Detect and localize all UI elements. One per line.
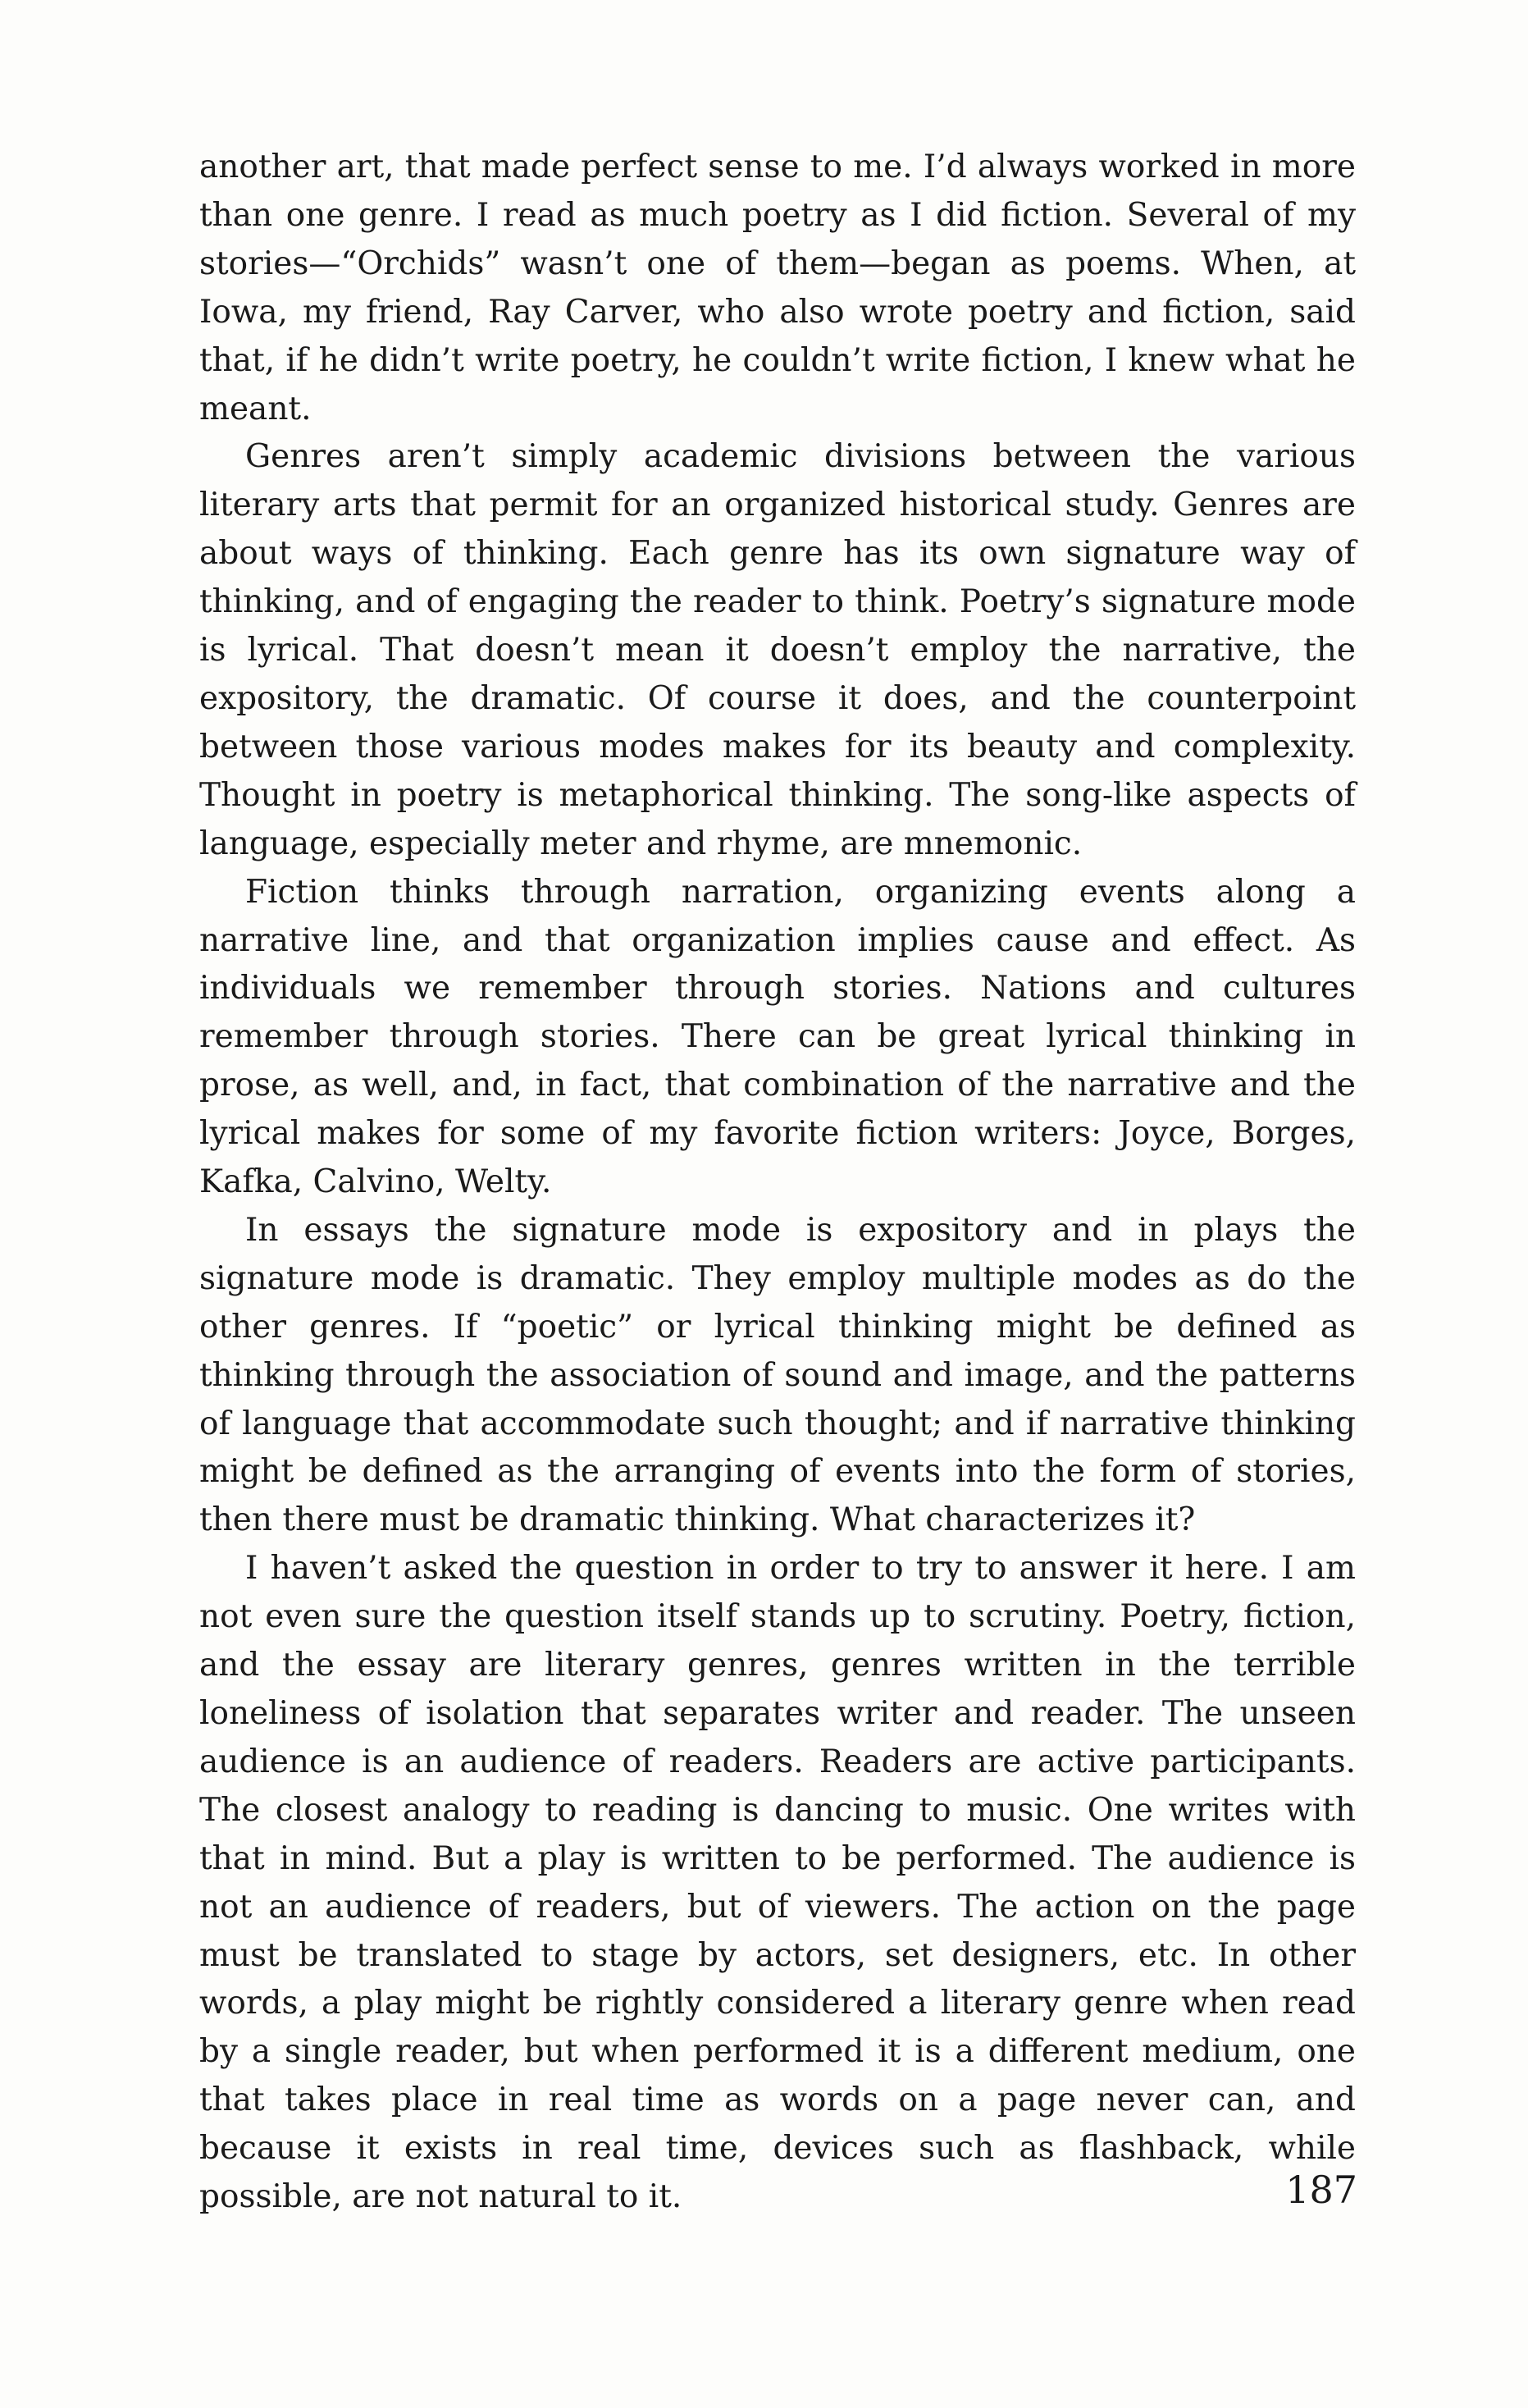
- paragraph-essays: In essays the signature mode is expository and in plays the signature mode is dramatic. They employ multiple modes as do the other genres. If “poetic” or lyrical thinking might be defined as thinking through the association of sound and image, and the patterns of language that accommodate such thought; and if narrative thinking might be defined as the arranging of events into the form of stories, then there must be dramatic thinking. What characterizes it?: [199, 1211, 1356, 1539]
- body-text: [199, 144, 1356, 2222]
- paragraph-continued: another art, that made perfect sense to me. I’d always worked in more than one genre. I read as much poetry as I did fiction. Several of my stories—“Orchids” wasn’t one of them—began as poems. When, at Iowa, my friend, Ray Carver, who also wrote poetry and fiction, said that, if he didn’t write poetry, he couldn’t write fiction, I knew what he meant.: [199, 149, 1356, 427]
- page-number: 187: [1285, 2168, 1357, 2212]
- paragraph-question: I haven’t asked the question in order to try to answer it here. I am not even sure the question itself stands up to scrutiny. Poetry, fiction, and the essay are literary genres, genres written in the terrible loneliness of isolation that separates writer and reader. The unseen audience is an audience of readers. Readers are active participants. The closest analogy to reading is dancing to music. One writes with that in mind. But a play is written to be performed. The audience is not an audience of readers, but of viewers. The action on the page must be translated to stage by actors, set designers, etc. In other words, a play might be rightly considered a literary genre when read by a single reader, but when performed it is a different medium, one that takes place in real time as words on a page never can, and because it exists in real time, devices such as flashback, while possible, are not natural to it.: [199, 1550, 1356, 2216]
- paragraph-genres: Genres aren’t simply academic divisions between the various literary arts that permit for an organized historical study. Genres are about ways of thinking. Each genre has its own signature way of thinking, and of engaging the reader to think. Poetry’s signature mode is lyrical. That doesn’t mean it doesn’t employ the narrative, the expository, the dramatic. Of course it does, and the counterpoint between those various modes makes for its beauty and complexity. Thought in poetry is metaphorical thinking. The song-like aspects of language, especially meter and rhyme, are mnemonic.: [199, 438, 1356, 862]
- paragraph-fiction: Fiction thinks through narration, organizing events along a narrative line, and that organization implies cause and effect. As individuals we remember through stories. Nations and cultures remember through stories. There can be great lyrical thinking in prose, as well, and, in fact, that combination of the narrative and the lyrical makes for some of my favorite fiction writers: Joyce, Borges, Kafka, Calvino, Welty.: [199, 873, 1356, 1201]
